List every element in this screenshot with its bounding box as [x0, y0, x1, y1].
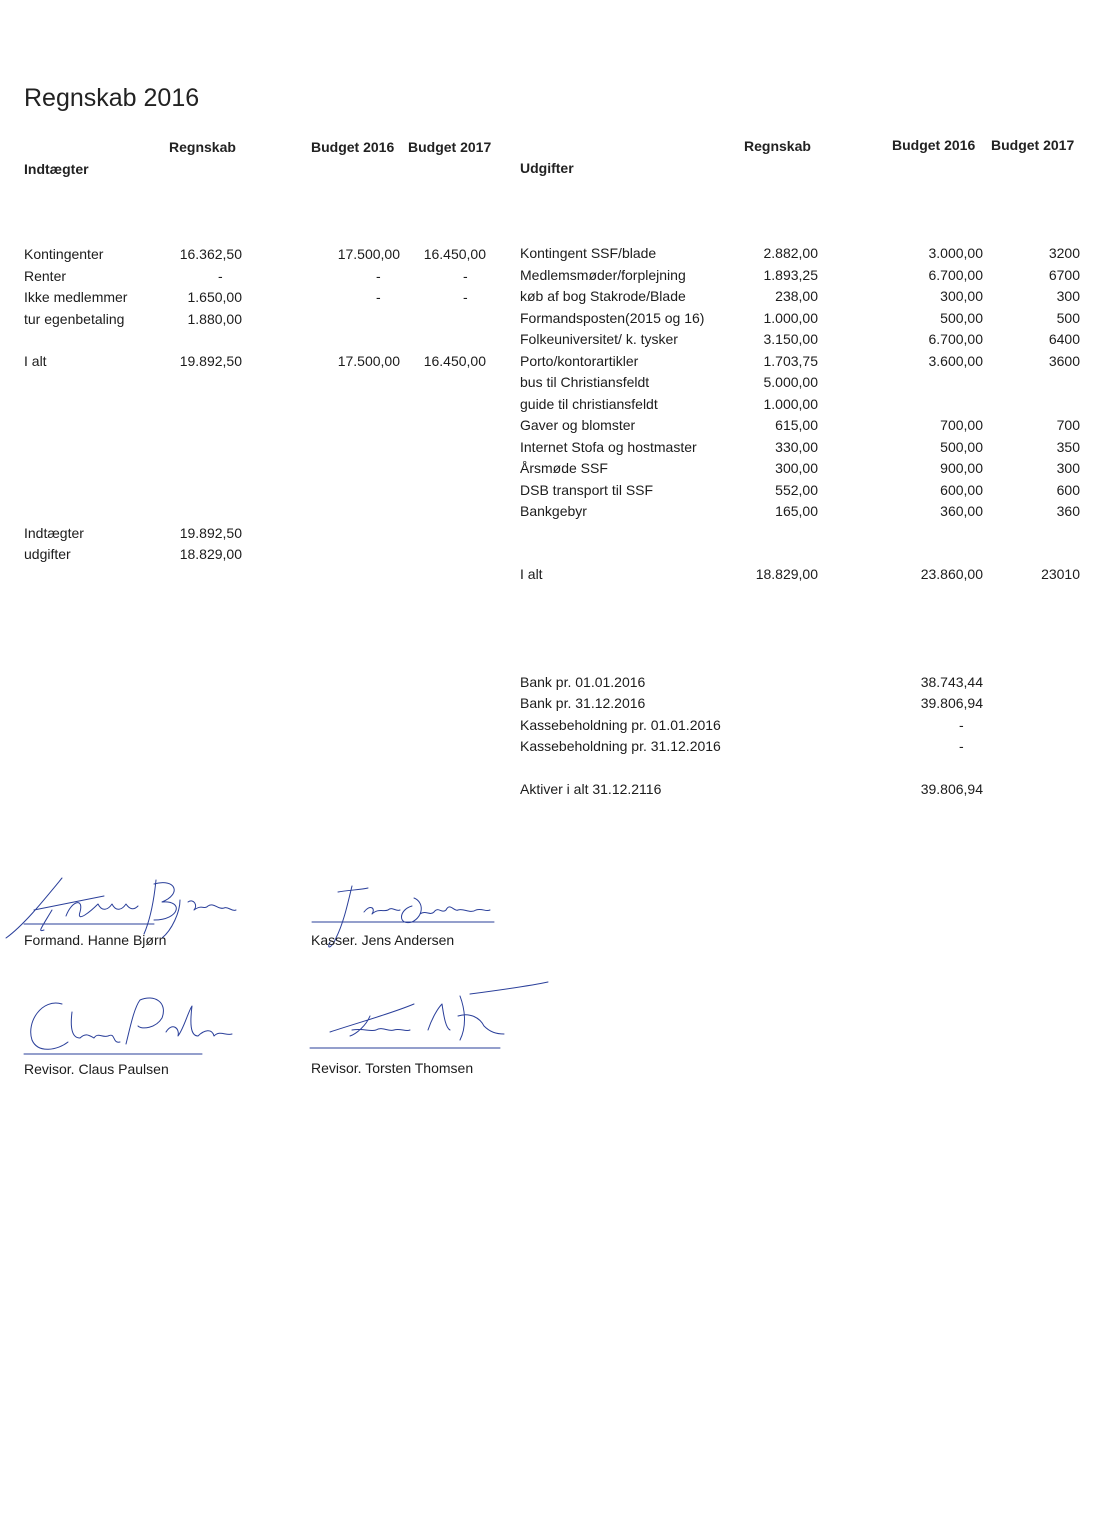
- bank-label: Bank pr. 31.12.2016: [520, 695, 646, 711]
- income-col-regnskab: Regnskab: [169, 139, 236, 155]
- bank-label: Kassebeholdning pr. 01.01.2016: [520, 717, 721, 733]
- expenses-total-regnskab: 18.829,00: [755, 566, 818, 582]
- expense-label: køb af bog Stakrode/Blade: [520, 288, 686, 304]
- expense-budget-2016: 900,00: [940, 460, 983, 476]
- bank-total-value: 39.806,94: [920, 781, 983, 797]
- bank-label: Kassebeholdning pr. 31.12.2016: [520, 738, 721, 754]
- income-regnskab: 1.650,00: [187, 289, 242, 305]
- expense-label: Folkeuniversitet/ k. tysker: [520, 331, 678, 347]
- expense-regnskab: 552,00: [775, 482, 818, 498]
- expense-label: Årsmøde SSF: [520, 460, 608, 476]
- expense-regnskab: 1.893,25: [763, 267, 818, 283]
- expense-budget-2016: 3.000,00: [928, 245, 983, 261]
- expenses-col-budget-2017: Budget 2017: [991, 137, 1075, 153]
- signature-label-revisor-claus: Revisor. Claus Paulsen: [24, 1061, 169, 1077]
- expense-budget-2017: 300: [1056, 460, 1080, 476]
- income-budget-2017: -: [463, 289, 468, 305]
- expense-regnskab: 300,00: [775, 460, 818, 476]
- expense-regnskab: 1.000,00: [763, 310, 818, 326]
- expense-budget-2016: 360,00: [940, 503, 983, 519]
- expenses-total-budget-2016: 23.860,00: [920, 566, 983, 582]
- income-label: Kontingenter: [24, 246, 104, 262]
- expense-budget-2016: 300,00: [940, 288, 983, 304]
- expense-regnskab: 238,00: [775, 288, 818, 304]
- summary-value: 19.892,50: [179, 525, 242, 541]
- expense-budget-2017: 360: [1056, 503, 1080, 519]
- bank-value: -: [959, 717, 964, 733]
- expenses-col-regnskab: Regnskab: [744, 138, 811, 154]
- income-header: Indtægter: [24, 161, 89, 177]
- expense-label: DSB transport til SSF: [520, 482, 654, 498]
- expense-budget-2017: 350: [1056, 439, 1080, 455]
- expense-budget-2016: 500,00: [940, 439, 983, 455]
- expense-label: Kontingent SSF/blade: [520, 245, 657, 261]
- bank-value: 38.743,44: [920, 674, 983, 690]
- bank-value: 39.806,94: [920, 695, 983, 711]
- expense-regnskab: 330,00: [775, 439, 818, 455]
- expense-budget-2017: 300: [1056, 288, 1080, 304]
- income-regnskab: 16.362,50: [179, 246, 242, 262]
- expense-regnskab: 1.703,75: [763, 353, 818, 369]
- income-total-regnskab: 19.892,50: [179, 353, 242, 369]
- expense-budget-2017: 700: [1056, 417, 1080, 433]
- income-total-label: I alt: [24, 353, 47, 369]
- income-total-budget-2016: 17.500,00: [337, 353, 400, 369]
- signature-label-revisor-torsten: Revisor. Torsten Thomsen: [311, 1060, 474, 1076]
- expense-label: Gaver og blomster: [520, 417, 636, 433]
- expenses-header: Udgifter: [520, 160, 574, 176]
- income-budget-2017: -: [463, 268, 468, 284]
- expense-label: Medlemsmøder/forplejning: [520, 267, 686, 283]
- expense-budget-2017: 6700: [1048, 267, 1080, 283]
- expense-label: guide til christiansfeldt: [520, 396, 658, 412]
- bank-total-label: Aktiver i alt 31.12.2116: [520, 781, 662, 797]
- income-label: tur egenbetaling: [24, 311, 125, 327]
- expense-label: bus til Christiansfeldt: [520, 374, 650, 390]
- income-col-budget-2016: Budget 2016: [311, 139, 395, 155]
- income-budget-2016: 17.500,00: [337, 246, 400, 262]
- income-regnskab: 1.880,00: [187, 311, 242, 327]
- bank-value: -: [959, 738, 964, 754]
- expense-budget-2017: 3600: [1048, 353, 1080, 369]
- signature-claus-paulsen: [22, 992, 242, 1062]
- income-budget-2016: -: [376, 268, 381, 284]
- expense-regnskab: 3.150,00: [763, 331, 818, 347]
- expense-regnskab: 2.882,00: [763, 245, 818, 261]
- expenses-total-budget-2017: 23010: [1041, 566, 1080, 582]
- signature-label-kasser: Kasser. Jens Andersen: [311, 932, 455, 948]
- expense-label: Formandsposten(2015 og 16): [520, 310, 705, 326]
- expense-regnskab: 5.000,00: [763, 374, 818, 390]
- expense-regnskab: 165,00: [775, 503, 818, 519]
- expense-budget-2016: 6.700,00: [928, 267, 983, 283]
- expense-regnskab: 615,00: [775, 417, 818, 433]
- income-col-budget-2017: Budget 2017: [408, 139, 492, 155]
- expenses-col-budget-2016: Budget 2016: [892, 137, 976, 153]
- income-label: Renter: [24, 268, 67, 284]
- income-total-budget-2017: 16.450,00: [423, 353, 486, 369]
- summary-label: Indtægter: [24, 525, 84, 541]
- expense-budget-2017: 3200: [1048, 245, 1080, 261]
- expense-budget-2016: 700,00: [940, 417, 983, 433]
- expense-label: Porto/kontorartikler: [520, 353, 639, 369]
- expense-budget-2016: 6.700,00: [928, 331, 983, 347]
- expense-label: Bankgebyr: [520, 503, 587, 519]
- expense-budget-2017: 500: [1056, 310, 1080, 326]
- expense-budget-2016: 500,00: [940, 310, 983, 326]
- signature-torsten-thomsen: [310, 982, 550, 1057]
- expense-budget-2017: 6400: [1048, 331, 1080, 347]
- income-regnskab: -: [218, 268, 223, 284]
- expense-regnskab: 1.000,00: [763, 396, 818, 412]
- income-budget-2017: 16.450,00: [423, 246, 486, 262]
- expense-budget-2016: 3.600,00: [928, 353, 983, 369]
- expense-label: Internet Stofa og hostmaster: [520, 439, 697, 455]
- income-budget-2016: -: [376, 289, 381, 305]
- expense-budget-2017: 600: [1056, 482, 1080, 498]
- summary-value: 18.829,00: [179, 546, 242, 562]
- signature-label-formand: Formand. Hanne Bjørn: [24, 932, 167, 948]
- summary-label: udgifter: [24, 546, 71, 562]
- income-label: Ikke medlemmer: [24, 289, 128, 305]
- expenses-total-label: I alt: [520, 566, 543, 582]
- bank-label: Bank pr. 01.01.2016: [520, 674, 646, 690]
- expense-budget-2016: 600,00: [940, 482, 983, 498]
- page-title: Regnskab 2016: [24, 84, 200, 112]
